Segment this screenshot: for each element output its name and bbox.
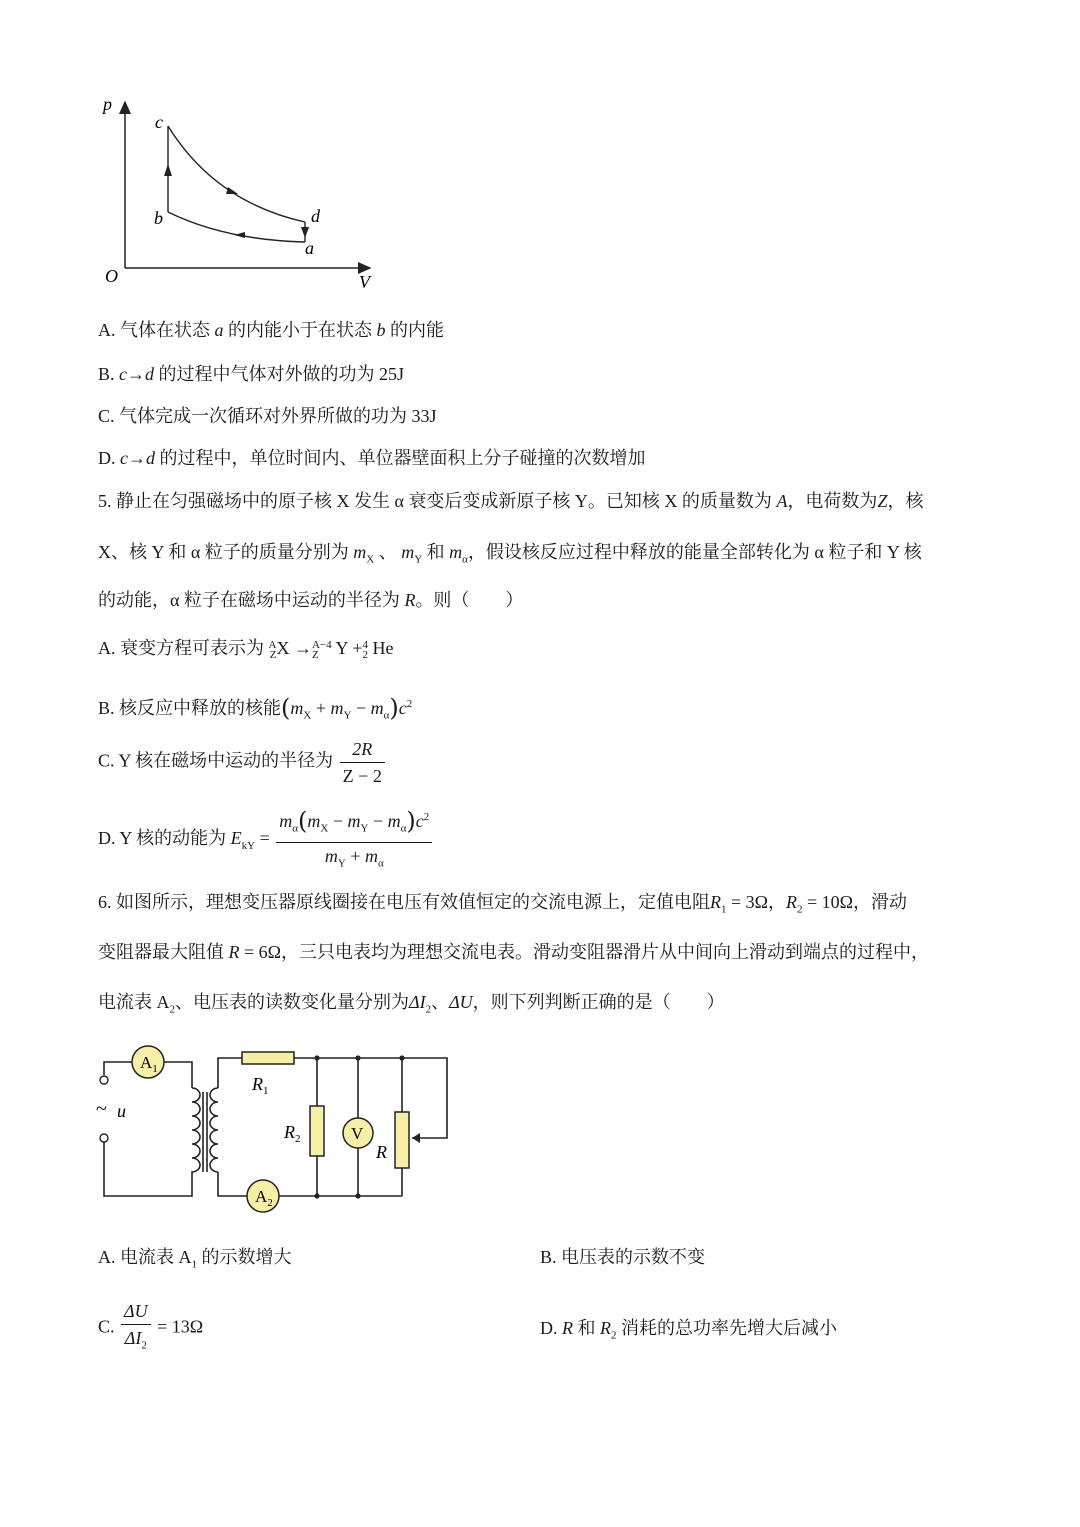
svg-text:R1: $R_1$ [252,1074,269,1097]
arrow-bc [164,164,172,176]
rheostat-slider-arrow [412,1133,420,1143]
rheostat-r [395,1112,409,1168]
fraction-kinetic-energy: $\frac{m_\alpha(m_X - m_Y - m_\alpha)c^2}{m_Y + m_\alpha}$ [276,806,432,874]
resistor-r2 [310,1106,324,1156]
label-v: V [359,272,370,292]
q4-option-c: C. 气体完成一次循环对外界所做的功为 33J [98,406,437,426]
label-p: p [103,94,112,114]
q4-option-b: B. c→d 的过程中气体对外做的功为 25J [98,364,405,384]
label-b: b [154,208,163,228]
q5-stem-line2: X、核 Y 和 α 粒子的质量分别为 $m_X$ 、 $m_Y$ 和 $m_\alpha$，假设核反应过程中释放的能量全部转化为 α 粒子和 Y 核 [98,542,922,566]
fraction-2r-over-z-2: $\frac{2R}{Z - 2}$ [340,738,385,787]
ac-symbol: ~ [96,1098,107,1120]
arrow-cd [226,187,238,194]
source-terminal-bottom [100,1134,108,1142]
svg-text:V: V [351,1124,364,1143]
q6-stem-line2: 变阻器最大阻值 R = 6Ω，三只电表均为理想交流电表。滑动变阻器滑片从中间向上滑动到端点的过程中， [98,942,930,962]
q5-option-b: B. 核反应中释放的核能$(m_X + m_Y - m_\alpha)c^2$ [98,694,413,722]
q4-option-d: D. c→d 的过程中，单位时间内、单位器壁面积上分子碰撞的次数增加 [98,448,646,468]
circuit-diagram [92,1040,457,1220]
primary-coil [192,1088,200,1180]
curve-cd [168,126,305,222]
q6-stem-line3: 电流表 $A_2$、电压表的读数变化量分别为$\Delta I_2$、ΔU，则下列判断正确的是（ ） [98,992,725,1016]
q5-option-c: C. Y 核在磁场中运动的半径为 $\frac{2R}{Z - 2}$ [98,738,387,787]
q4-option-a: A. 气体在状态 a 的内能小于在状态 b 的内能 [98,320,444,340]
secondary-coil [210,1088,218,1172]
source-terminal-top [100,1076,108,1084]
svg-text:R: R [376,1142,387,1162]
resistor-r1 [242,1052,294,1064]
label-c: c [155,112,163,132]
q6-stem-line1: 6. 如图所示，理想变压器原线圈接在电压有效值恒定的交流电源上，定值电阻$R_1 = 3\Omega$，$R_2 = 10\Omega$，滑动 [98,892,908,916]
svg-text:A2: $A_2$ [255,1187,273,1209]
q5-stem-line3: 的动能，α 粒子在磁场中运动的半径为 R。则（ ） [98,590,524,610]
q5-option-d: D. Y 核的动能为 $E_{kY}$ = $\frac{m_\alpha(m_X - m_Y - m_\alpha)c^2}{m_Y + m_\alpha}$ [98,806,434,874]
label-origin: O [105,266,118,286]
arrow-da [301,227,309,238]
fraction-du-di: $\frac{\Delta U}{\Delta I_2}$ [121,1300,151,1357]
svg-text:R2: $R_2$ [284,1122,301,1145]
voltage-u-label: u [117,1101,126,1121]
label-d: d [311,206,320,226]
q6-option-d: D. R 和 $R_2$ 消耗的总功率先增大后减小 [540,1318,837,1342]
q5-stem-line1: 5. 静止在匀强磁场中的原子核 X 发生 α 衰变后变成新原子核 Y。已知核 X 的质量数为 A，电荷数为Z，核 [98,491,924,511]
q6-option-b: B. 电压表的示数不变 [540,1247,706,1267]
svg-text:A1: $A_1$ [140,1053,158,1075]
arrow-ab [234,232,245,238]
q6-option-c: C. $\frac{\Delta U}{\Delta I_2}$ = 13Ω [98,1300,203,1357]
q5-option-a: A. 衰变方程可表示为 A ZX →A−4 Z Y +4 2 He [98,638,394,661]
label-a: a [305,238,314,258]
q6-option-a: A. 电流表 $A_1$ 的示数增大 [98,1247,292,1271]
pv-diagram [95,92,385,292]
primary-wire [104,1062,192,1196]
